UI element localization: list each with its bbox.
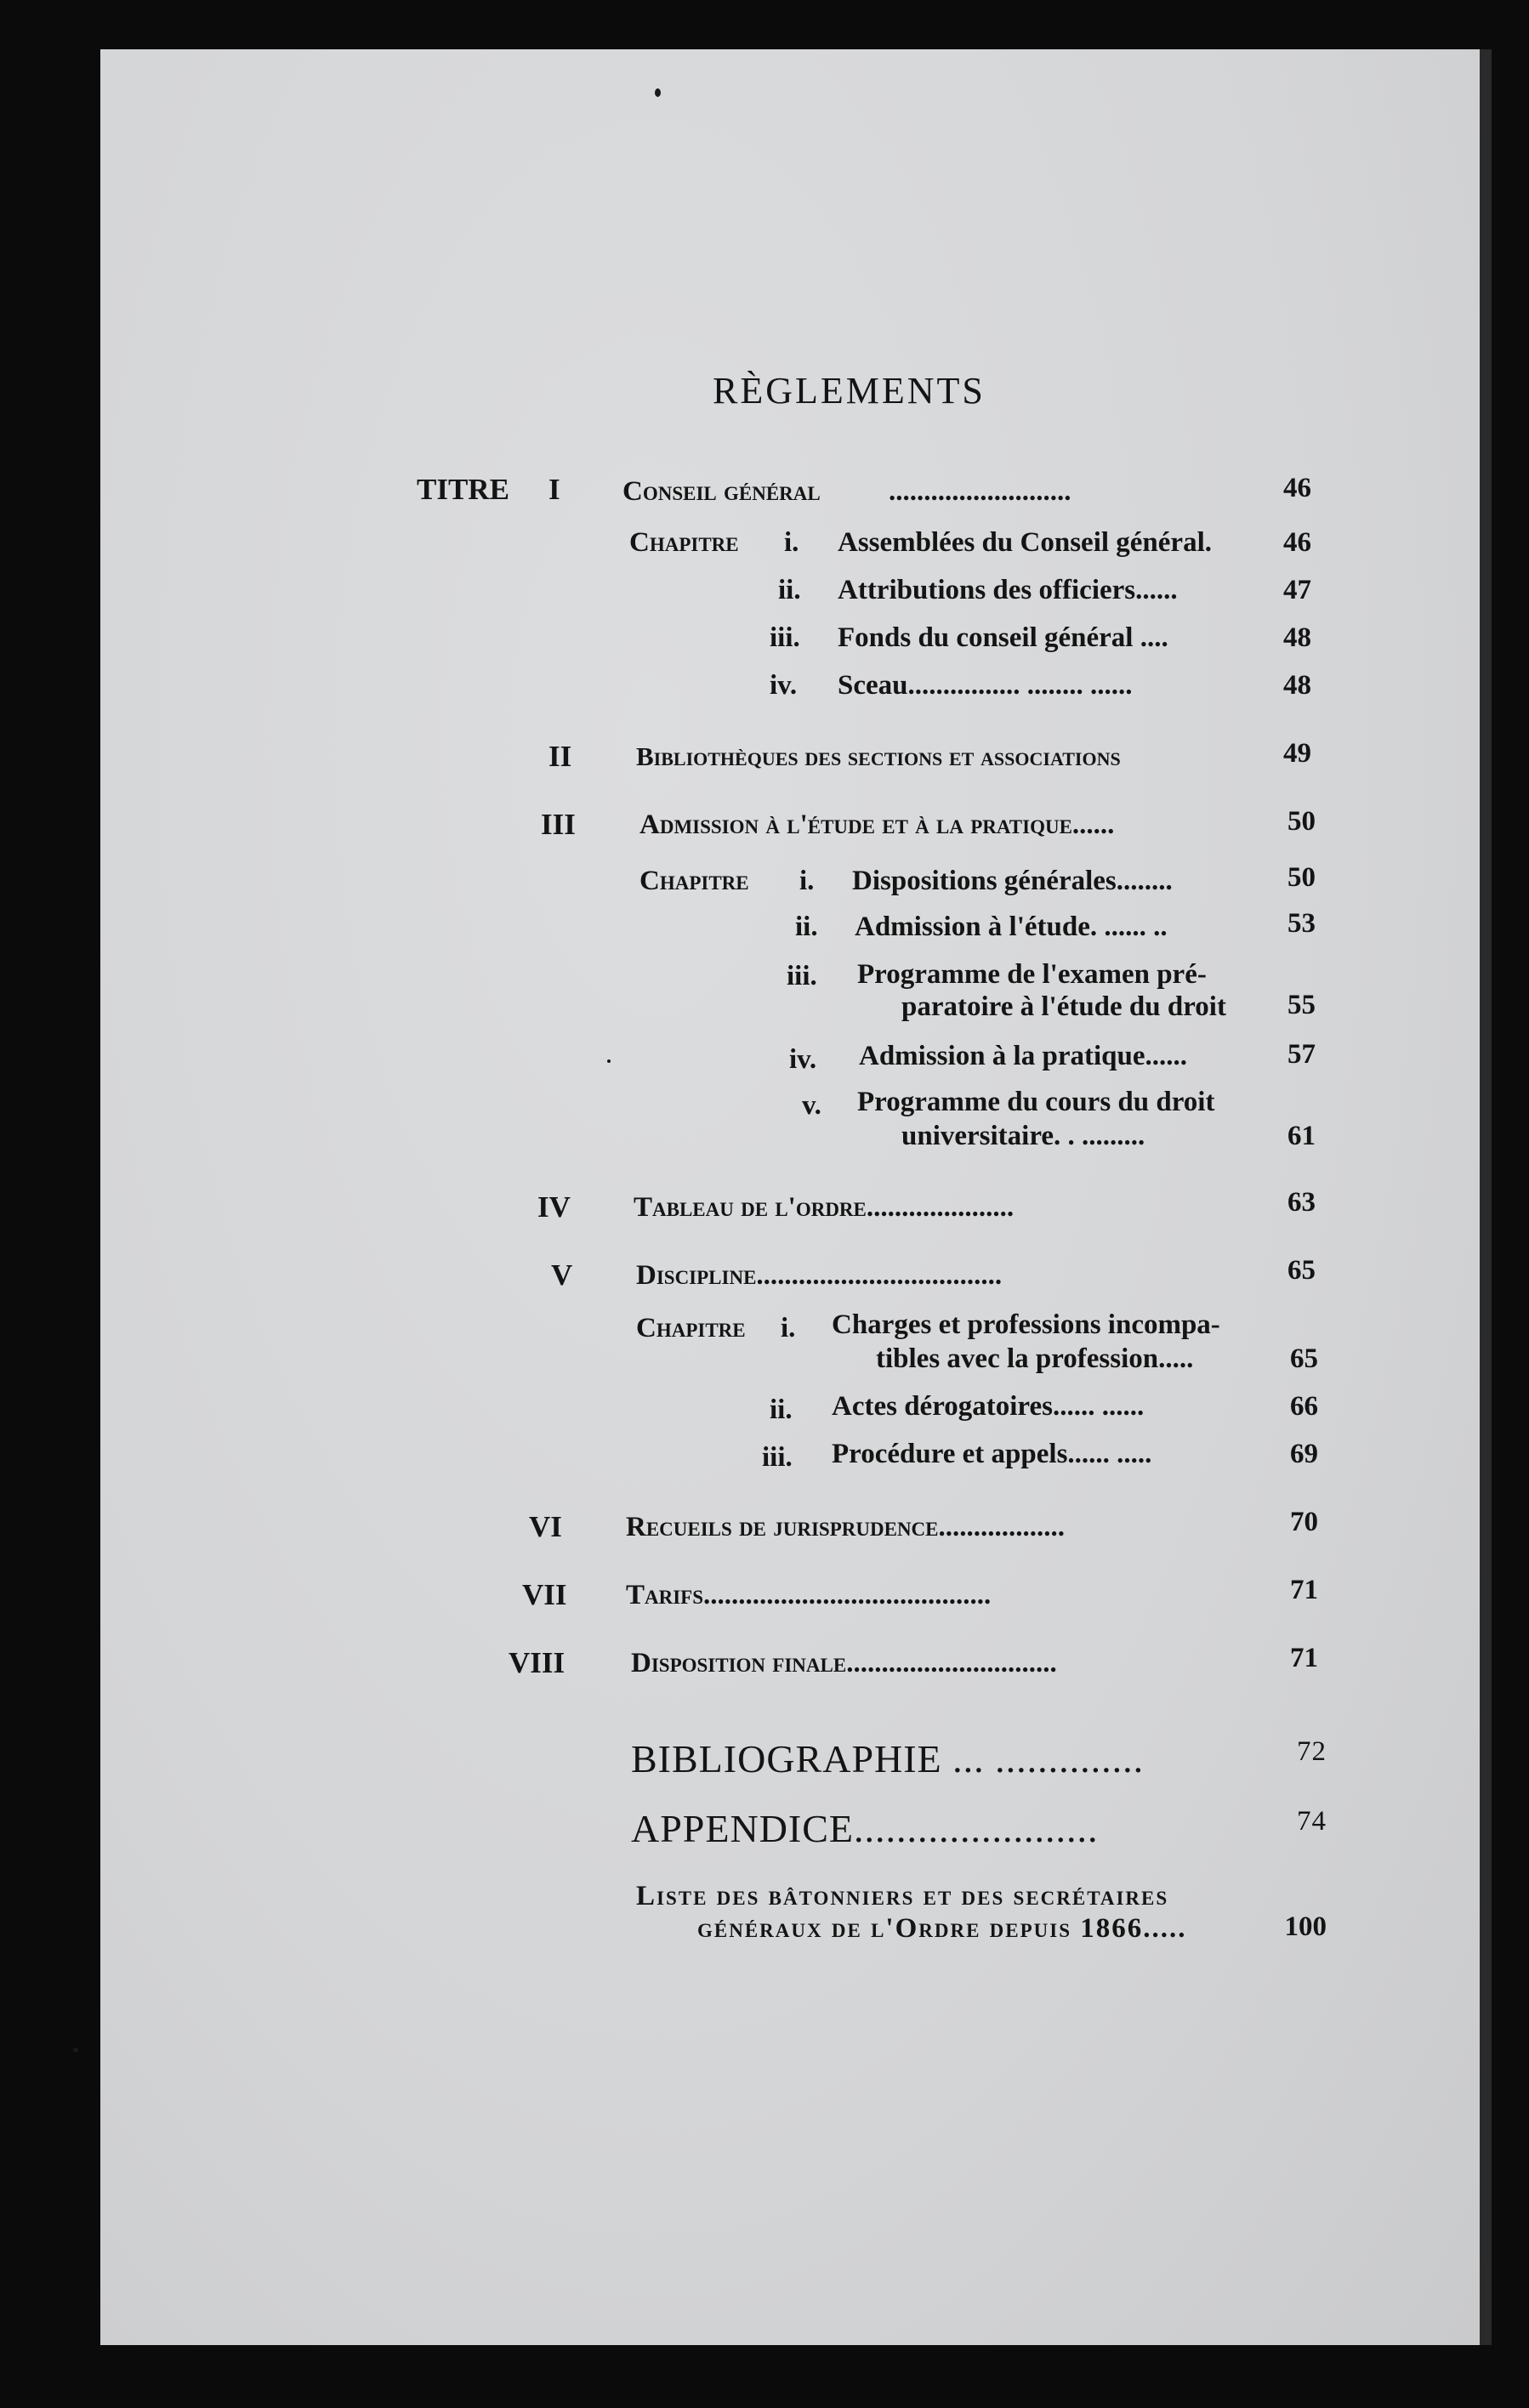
chapitre-roman: iv. bbox=[770, 670, 798, 701]
titre-label-text: Tarifs......................................... bbox=[626, 1580, 992, 1610]
page-number: 65 bbox=[1290, 1343, 1318, 1374]
ink-speck bbox=[607, 1059, 611, 1063]
page-number: 47 bbox=[1283, 575, 1311, 605]
titre-label-text: Bibliothèques des sections et associations bbox=[636, 741, 1121, 771]
appendice-label: APPENDICE....................... bbox=[631, 1807, 1099, 1850]
page-number: 48 bbox=[1283, 670, 1311, 701]
page-number: 71 bbox=[1290, 1575, 1318, 1605]
titre-label: TITRE bbox=[417, 473, 509, 506]
chapitre-text: Dispositions générales........ bbox=[852, 866, 1173, 896]
page-number: 65 bbox=[1287, 1255, 1316, 1286]
page-number: 100 bbox=[1284, 1911, 1327, 1942]
chapitre-roman: ii. bbox=[795, 912, 818, 942]
page-number: 61 bbox=[1287, 1121, 1316, 1151]
titre-label-text: Discipline................................... bbox=[636, 1260, 1003, 1291]
chapitre-roman: i. bbox=[781, 1313, 796, 1343]
chapitre-text: Fonds du conseil général .... bbox=[838, 622, 1168, 653]
titre-roman: VIII bbox=[509, 1646, 566, 1679]
chapitre-text: Actes dérogatoires...... ...... bbox=[832, 1391, 1145, 1422]
dot-leader: .......................... bbox=[889, 476, 1071, 507]
chapitre-text-cont: universitaire. . ......... bbox=[901, 1121, 1145, 1151]
page-number: 71 bbox=[1290, 1643, 1318, 1673]
chapitre-text-cont: tibles avec la profession..... bbox=[876, 1343, 1194, 1374]
page-number: 74 bbox=[1297, 1806, 1327, 1837]
chapitre-roman: iii. bbox=[787, 961, 817, 991]
page-number: 50 bbox=[1287, 806, 1316, 837]
chapitre-roman: iii. bbox=[770, 622, 800, 653]
liste-line-1: Liste des bâtonniers et des secrétaires bbox=[636, 1881, 1169, 1911]
titre-roman: III bbox=[541, 808, 576, 841]
chapitre-text: Procédure et appels...... ..... bbox=[832, 1439, 1152, 1469]
chapitre-roman: iii. bbox=[762, 1442, 793, 1473]
titre-roman: I bbox=[549, 473, 560, 506]
page-number: 46 bbox=[1283, 473, 1311, 503]
chapitre-roman: v. bbox=[802, 1090, 821, 1121]
chapitre-text: Programme du cours du droit bbox=[857, 1087, 1215, 1117]
chapitre-text: Admission à l'étude. ...... .. bbox=[855, 912, 1168, 942]
page-number: 50 bbox=[1287, 862, 1316, 893]
titre-roman: VI bbox=[529, 1510, 562, 1543]
titre-roman: VII bbox=[522, 1578, 567, 1611]
chapitre-text: Admission à la pratique...... bbox=[859, 1041, 1187, 1071]
page-number: 53 bbox=[1287, 908, 1316, 939]
chapitre-label: Chapitre bbox=[639, 866, 749, 896]
chapitre-label: Chapitre bbox=[629, 527, 739, 558]
page-number: 63 bbox=[1287, 1187, 1316, 1218]
titre-roman: V bbox=[551, 1258, 573, 1292]
chapitre-text: Charges et professions incompa- bbox=[832, 1309, 1220, 1340]
page-number: 66 bbox=[1290, 1391, 1318, 1422]
chapitre-text: Attributions des officiers...... bbox=[838, 575, 1178, 605]
titre-label-text: Recueils de jurisprudence.................. bbox=[626, 1512, 1066, 1542]
titre-label-text: Admission à l'étude et à la pratique...... bbox=[639, 809, 1115, 840]
chapitre-label: Chapitre bbox=[636, 1313, 746, 1343]
chapitre-roman: ii. bbox=[778, 575, 801, 605]
page-number: 70 bbox=[1290, 1507, 1318, 1537]
chapitre-roman: i. bbox=[784, 527, 799, 558]
titre-label-text: Disposition finale.............................. bbox=[631, 1648, 1057, 1678]
ink-speck bbox=[655, 88, 661, 97]
titre-label-text: Conseil général bbox=[622, 476, 821, 507]
titre-label-text: Tableau de l'ordre..................... bbox=[634, 1192, 1015, 1223]
chapitre-text: Programme de l'examen pré- bbox=[857, 959, 1207, 990]
chapitre-text: Sceau................ ........ ...... bbox=[838, 670, 1133, 701]
page-number: 48 bbox=[1283, 622, 1311, 653]
titre-roman: IV bbox=[537, 1190, 571, 1224]
page-title: RÈGLEMENTS bbox=[713, 370, 986, 412]
liste-line-2: généraux de l'Ordre depuis 1866..... bbox=[697, 1913, 1187, 1944]
page-number: 55 bbox=[1287, 990, 1316, 1020]
chapitre-text-cont: paratoire à l'étude du droit bbox=[901, 991, 1226, 1022]
chapitre-roman: i. bbox=[799, 866, 815, 896]
chapitre-roman: ii. bbox=[770, 1394, 793, 1425]
chapitre-text: Assemblées du Conseil général. bbox=[838, 527, 1212, 558]
chapitre-roman: iv. bbox=[789, 1044, 817, 1075]
titre-roman: II bbox=[549, 740, 572, 773]
page-number: 72 bbox=[1297, 1736, 1327, 1767]
bibliographie-label: BIBLIOGRAPHIE ... .............. bbox=[631, 1737, 1145, 1780]
page-number: 49 bbox=[1283, 738, 1311, 769]
page-number: 69 bbox=[1290, 1439, 1318, 1469]
page-number: 57 bbox=[1287, 1039, 1316, 1070]
page-edge bbox=[1480, 49, 1492, 2345]
page-number: 46 bbox=[1283, 527, 1311, 558]
ink-speck bbox=[73, 2047, 78, 2053]
